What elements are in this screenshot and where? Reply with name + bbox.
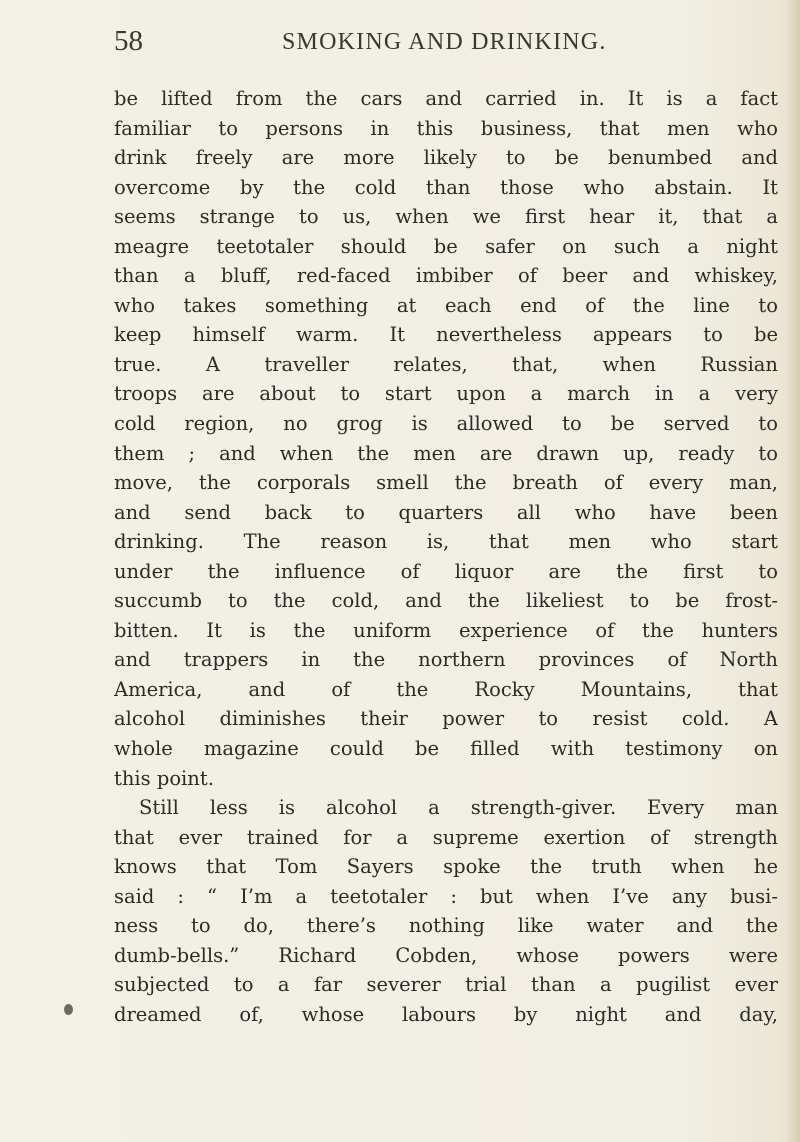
text-line: familiar to persons in this business, that men who — [114, 116, 778, 140]
text-line: knows that Tom Sayers spoke the truth when he — [114, 855, 778, 879]
text-line: that ever trained for a supreme exertion of strength — [114, 825, 778, 849]
text-line: troops are about to start upon a march in a very — [114, 382, 778, 406]
text-line: dreamed of, whose labours by night and day, — [114, 1002, 778, 1026]
paragraph-end-line: this point. — [114, 766, 214, 790]
page-edge-shadow — [786, 0, 800, 1142]
text-line: said : “ I’m a teetotaler : but when I’ve any busi- — [114, 884, 778, 908]
text-line: keep himself warm. It nevertheless appears to be — [114, 323, 778, 347]
text-line: them ; and when the men are drawn up, ready to — [114, 441, 778, 465]
text-line: subjected to a far severer trial than a pugilist ever — [114, 973, 778, 997]
text-line: cold region, no grog is allowed to be served to — [114, 412, 778, 436]
text-line: who takes something at each end of the line to — [114, 293, 778, 317]
ink-dot-mark — [64, 1004, 73, 1015]
paragraph-start-line: Still less is alcohol a strength-giver. Every man — [139, 796, 778, 820]
text-line: ness to do, there’s nothing like water and the — [114, 914, 778, 938]
text-line: overcome by the cold than those who abstain. It — [114, 175, 778, 199]
page-number: 58 — [114, 25, 143, 57]
running-head: SMOKING AND DRINKING. — [282, 29, 607, 55]
text-line: bitten. It is the uniform experience of the hunters — [114, 618, 778, 642]
text-line: drink freely are more likely to be benumbed and — [114, 146, 778, 170]
text-line: succumb to the cold, and the likeliest to be frost- — [114, 589, 778, 613]
text-line: true. A traveller relates, that, when Russian — [114, 352, 778, 376]
text-line: and trappers in the northern provinces of North — [114, 648, 778, 672]
text-line: and send back to quarters all who have been — [114, 500, 778, 524]
text-line: under the influence of liquor are the first to — [114, 559, 778, 583]
text-line: whole magazine could be filled with testimony on — [114, 737, 778, 761]
text-line: be lifted from the cars and carried in. It is a fact — [114, 87, 778, 110]
body-text — [114, 84, 778, 1030]
text-line: seems strange to us, when we first hear it, that a — [114, 205, 778, 229]
text-line: dumb-bells.” Richard Cobden, whose powers were — [114, 943, 778, 967]
text-line: America, and of the Rocky Mountains, that — [114, 677, 778, 701]
page-header — [114, 24, 764, 58]
text-line: than a bluff, red-faced imbiber of beer and whiskey, — [114, 264, 778, 288]
text-line: move, the corporals smell the breath of every man, — [114, 471, 778, 495]
text-line: meagre teetotaler should be safer on such a night — [114, 234, 778, 258]
text-line: drinking. The reason is, that men who start — [114, 530, 778, 554]
text-line: alcohol diminishes their power to resist cold. A — [114, 707, 778, 731]
